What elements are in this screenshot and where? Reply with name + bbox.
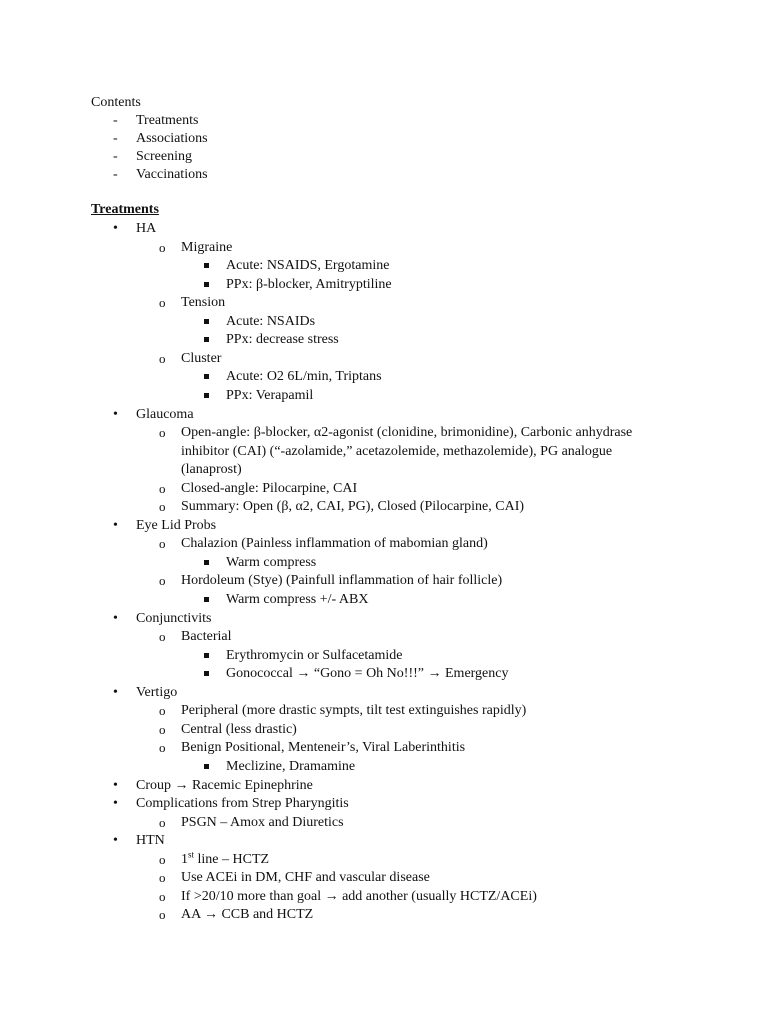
outline-item-main-text: Gonococcal → “Gono = Oh No!!!” → Emergency	[226, 666, 509, 681]
outline-item-main-text: inhibitor (CAI) (“-azolamide,” acetazolemide, methazolemide), PG analogue	[181, 444, 613, 459]
outline-item-main-text: 1	[181, 852, 188, 867]
outline-item-main-text: If >20/10 more than goal → add another (usually HCTZ/ACEi)	[181, 889, 537, 904]
outline-item-main-text: PPx: β-blocker, Amitryptiline	[226, 277, 392, 292]
outline-item-main-text: PSGN – Amox and Diuretics	[181, 815, 344, 830]
outline-item-main-text: Bacterial	[181, 629, 232, 644]
outline-item-main-text: Migraine	[181, 240, 233, 255]
contents-item-label: Treatments	[136, 113, 199, 128]
outline-item-text	[181, 423, 632, 442]
circle-bullet-icon: o	[159, 295, 166, 310]
outline-item-text	[181, 738, 465, 757]
outline-item-text	[226, 275, 392, 294]
outline-item-text	[181, 442, 612, 461]
outline-item-main-text: Glaucoma	[136, 407, 194, 422]
outline-item-main-text: HA	[136, 221, 157, 236]
bullet-icon: •	[113, 611, 118, 626]
outline-item-main-text: Tension	[181, 295, 226, 310]
square-bullet-icon	[204, 560, 209, 565]
outline-item-text	[181, 720, 297, 739]
circle-bullet-icon: o	[159, 481, 166, 496]
square-bullet-icon	[204, 764, 209, 769]
outline-item-text	[181, 460, 242, 479]
outline-item-text	[136, 609, 211, 628]
outline-item-text	[226, 757, 355, 776]
outline-item-text	[181, 701, 526, 720]
contents-item-label: Associations	[136, 131, 208, 146]
square-bullet-icon	[204, 653, 209, 658]
bullet-icon: •	[113, 221, 118, 236]
outline-item-main-text: Cluster	[181, 351, 222, 366]
outline-item-text	[181, 534, 488, 553]
circle-bullet-icon: o	[159, 907, 166, 922]
outline-item-main-text: AA → CCB and HCTZ	[181, 907, 314, 922]
outline-item-text	[136, 683, 177, 702]
outline-item-main-text: Benign Positional, Menteneir’s, Viral Laberinthitis	[181, 740, 466, 755]
outline-item-main-text: Acute: O2 6L/min, Triptans	[226, 369, 382, 384]
circle-bullet-icon: o	[159, 815, 166, 830]
outline-item-main-text: Open-angle: β-blocker, α2-agonist (clonidine, brimonidine), Carbonic anhydrase	[181, 425, 633, 440]
outline-item-main-text: Chalazion (Painless inflammation of mabomian gland)	[181, 536, 488, 551]
outline-item-main-text: HTN	[136, 833, 165, 848]
outline-item-text	[181, 868, 430, 887]
outline-item-text	[226, 664, 509, 683]
outline-item-main-text: Central (less drastic)	[181, 722, 297, 737]
circle-bullet-icon: o	[159, 573, 166, 588]
circle-bullet-icon: o	[159, 499, 166, 514]
circle-bullet-icon: o	[159, 351, 166, 366]
outline-item-text	[136, 794, 349, 813]
outline-item-main-text: Closed-angle: Pilocarpine, CAI	[181, 481, 358, 496]
outline-item-text	[226, 553, 316, 572]
contents-title: Contents	[91, 95, 141, 110]
outline-item-main-text: Meclizine, Dramamine	[226, 759, 356, 774]
circle-bullet-icon: o	[159, 425, 166, 440]
outline-item-main-text: Complications from Strep Pharyngitis	[136, 796, 349, 811]
outline-item-text	[181, 627, 232, 646]
bullet-icon: •	[113, 407, 118, 422]
outline-item-text	[181, 349, 221, 368]
square-bullet-icon	[204, 263, 209, 268]
outline-item-text	[226, 386, 313, 405]
circle-bullet-icon: o	[159, 852, 166, 867]
outline-item-text	[136, 219, 156, 238]
square-bullet-icon	[204, 393, 209, 398]
circle-bullet-icon: o	[159, 740, 166, 755]
outline-item-text	[181, 905, 313, 924]
outline-item-main-text: Summary: Open (β, α2, CAI, PG), Closed (Pilocarpine, CAI)	[181, 499, 525, 514]
outline-item-main-text: Acute: NSAIDS, Ergotamine	[226, 258, 390, 273]
outline-item-text	[136, 405, 194, 424]
bullet-icon: •	[113, 518, 118, 533]
circle-bullet-icon: o	[159, 536, 166, 551]
circle-bullet-icon: o	[159, 889, 166, 904]
square-bullet-icon	[204, 597, 209, 602]
outline-item-text	[181, 571, 502, 590]
contents-item-label: Vaccinations	[136, 167, 208, 182]
outline-item-main-text: Hordoleum (Stye) (Painfull inflammation of hair follicle)	[181, 573, 503, 588]
outline-item-text	[181, 813, 344, 832]
dash-marker: -	[113, 113, 118, 128]
outline-item-text	[181, 887, 537, 906]
bullet-icon: •	[113, 685, 118, 700]
dash-marker: -	[113, 167, 118, 182]
outline-item-text	[226, 312, 315, 331]
bullet-icon: •	[113, 796, 118, 811]
circle-bullet-icon: o	[159, 703, 166, 718]
outline-item-text	[226, 646, 403, 665]
outline-item-main-text: Peripheral (more drastic sympts, tilt test extinguishes rapidly)	[181, 703, 527, 718]
outline-item-text	[136, 516, 216, 535]
section-title-treatments: Treatments	[91, 202, 159, 217]
outline-item-text	[181, 238, 232, 257]
outline-item-main-text: Use ACEi in DM, CHF and vascular disease	[181, 870, 430, 885]
circle-bullet-icon: o	[159, 240, 166, 255]
dash-marker: -	[113, 149, 118, 164]
outline-item-text	[226, 590, 368, 609]
outline-item-text	[136, 776, 313, 795]
outline-item-main-text: Erythromycin or Sulfacetamide	[226, 648, 403, 663]
dash-marker: -	[113, 131, 118, 146]
ordinal-superscript: st	[188, 849, 195, 860]
square-bullet-icon	[204, 337, 209, 342]
circle-bullet-icon: o	[159, 870, 166, 885]
outline-item-main-text: Eye Lid Probs	[136, 518, 217, 533]
square-bullet-icon	[204, 319, 209, 324]
outline-item-main-text: (lanaprost)	[181, 462, 242, 477]
contents-item-label: Screening	[136, 149, 192, 164]
outline-item-main-text: Warm compress	[226, 555, 317, 570]
square-bullet-icon	[204, 671, 209, 676]
outline-item-text	[226, 330, 339, 349]
outline-item-main-text: PPx: Verapamil	[226, 388, 314, 403]
outline-item-text	[226, 367, 382, 386]
circle-bullet-icon: o	[159, 629, 166, 644]
outline-item-main-text: Warm compress +/- ABX	[226, 592, 369, 607]
outline-item-text	[181, 850, 269, 869]
outline-item-text	[136, 831, 165, 850]
square-bullet-icon	[204, 374, 209, 379]
outline-item-text	[181, 479, 357, 498]
outline-item-main-text: Conjunctivits	[136, 611, 212, 626]
outline-item-text	[181, 293, 225, 312]
circle-bullet-icon: o	[159, 722, 166, 737]
square-bullet-icon	[204, 282, 209, 287]
outline-item-rest-text: line – HCTZ	[194, 852, 270, 867]
outline-item-main-text: Vertigo	[136, 685, 178, 700]
outline-item-main-text: Acute: NSAIDs	[226, 314, 316, 329]
outline-item-main-text: Croup → Racemic Epinephrine	[136, 778, 313, 793]
outline-item-text	[181, 497, 524, 516]
outline-item-main-text: PPx: decrease stress	[226, 332, 339, 347]
bullet-icon: •	[113, 778, 118, 793]
bullet-icon: •	[113, 833, 118, 848]
outline-item-text	[226, 256, 389, 275]
